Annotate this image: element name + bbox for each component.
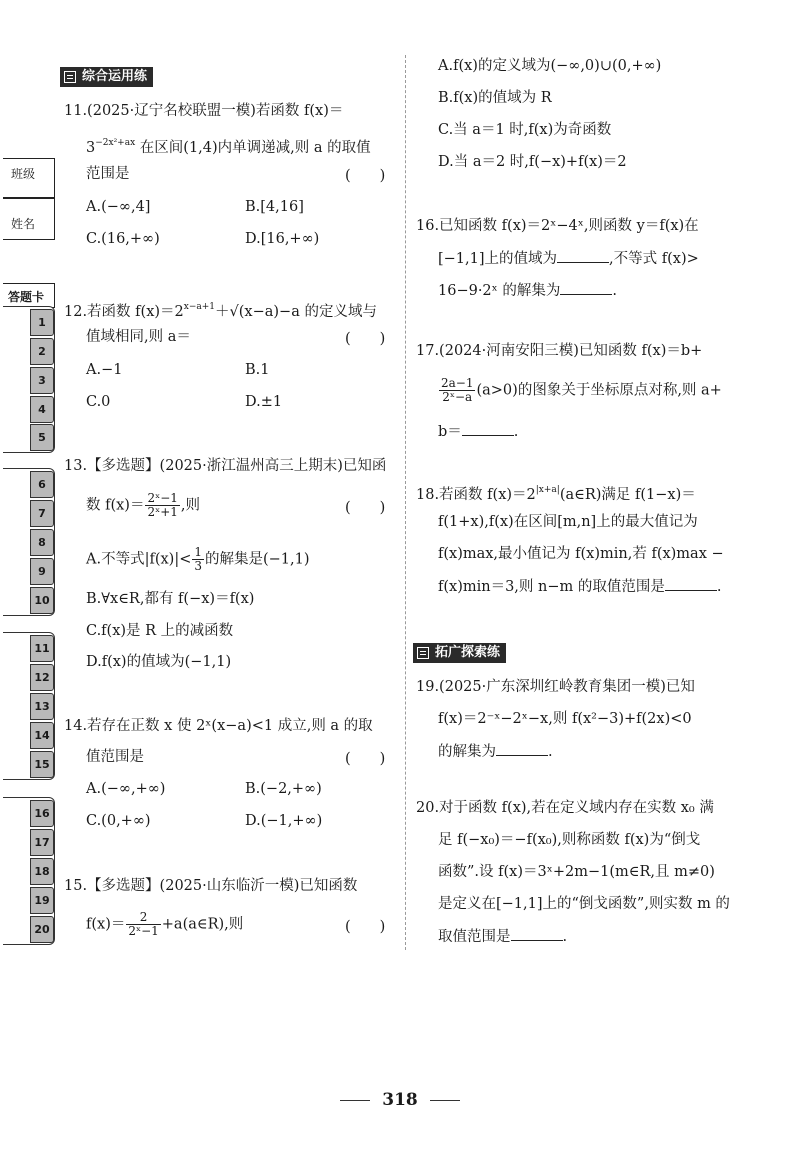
q14-option-d[interactable]: D.(−1,+∞) [245,813,323,829]
section-header-comprehensive [60,67,153,87]
q17-blank[interactable] [462,421,514,436]
page-number-dash-right [430,1100,460,1101]
q13-option-a-text: A.不等式|f(x)|< [86,551,192,568]
q13-answer-paren[interactable]: ( ) [345,500,386,516]
q15-option-c[interactable]: C.当 a＝1 时,f(x)为奇函数 [438,122,612,138]
q16-line3-text: 16−9·2ˣ 的解集为 [438,283,561,299]
q17-line1: 17.(2024·河南安阳三模)已知函数 f(x)＝b+ [416,343,703,359]
q12-option-a[interactable]: A.−1 [86,362,123,378]
q16-blank-2[interactable] [560,280,612,295]
q11-line3: 范围是 [86,166,130,182]
q16-line3 [438,280,617,301]
q18-line4-text: f(x)min＝3,则 n−m 的取值范围是 [438,579,665,595]
q13-line2 [86,492,200,519]
q11-line2-text: 在区间(1,4)内单调递减,则 a 的取值 [135,140,371,156]
answer-tab-3[interactable]: 3 [30,367,54,394]
q17-line3-rest: . [513,424,519,440]
q13-line2-text: 数 f(x)＝ [86,497,145,514]
q16-line2-rest: ,不等式 f(x)> [609,251,699,267]
q16-line1: 16.已知函数 f(x)＝2ˣ−4ˣ,则函数 y＝f(x)在 [416,218,699,234]
q11-line1: 11.(2025·辽宁名校联盟一模)若函数 f(x)＝ [64,103,344,119]
q19-line3-text: 的解集为 [438,744,496,760]
answer-card-label-box [3,283,55,308]
q18-line4 [438,576,721,597]
q15-fraction-numerator: 2 [126,911,160,925]
q12-option-c[interactable]: C.0 [86,394,111,410]
q13-option-a-rest: 的解集是(−1,1) [205,551,310,568]
q11-option-a[interactable]: A.(−∞,4] [86,199,151,215]
q12-answer-paren[interactable]: ( ) [345,331,386,347]
answer-tab-7[interactable]: 7 [30,500,54,527]
q13-option-a-fraction [192,546,204,573]
q15-option-a[interactable]: A.f(x)的定义域为(−∞,0)∪(0,+∞) [438,58,662,74]
section-header-expand [413,643,506,663]
q19-line1: 19.(2025·广东深圳红岭教育集团一模)已知 [416,679,695,695]
q12-option-b[interactable]: B.1 [245,362,270,378]
q19-line2: f(x)＝2⁻ˣ−2ˣ−x,则 f(x²−3)+f(2x)<0 [438,711,692,727]
q11-option-b[interactable]: B.[4,16] [245,199,304,215]
q15-line2-text: f(x)＝ [86,916,126,933]
class-label-box [3,158,55,198]
q17-line3 [438,421,518,442]
page-number-dash-left [340,1100,370,1101]
q13-line1: 13.【多选题】(2025·浙江温州高三上期末)已知函 [64,458,387,474]
q14-option-a[interactable]: A.(−∞,+∞) [86,781,166,797]
answer-tab-10[interactable]: 10 [30,587,54,614]
answer-tab-5[interactable]: 5 [30,424,54,451]
answer-tab-6[interactable]: 6 [30,471,54,498]
answer-tab-11[interactable]: 11 [30,635,54,662]
q16-line2-text: [−1,1]上的值域为 [438,251,558,267]
q13-line2-rest: ,则 [180,497,200,514]
q13-option-b[interactable]: B.∀x∈R,都有 f(−x)＝f(x) [86,591,255,607]
page-number-value: 318 [382,1090,418,1110]
q20-blank[interactable] [511,926,563,941]
q12-line1 [64,297,377,322]
answer-tab-9[interactable]: 9 [30,558,54,585]
answer-tab-14[interactable]: 14 [30,722,54,749]
q18-line1 [416,480,696,505]
notebook-icon [64,71,76,83]
q11-line2 [86,133,371,158]
q15-fraction [126,911,160,938]
q18-line1-rest: (a∈R)满足 f(1−x)＝ [559,487,696,503]
q16-line3-rest: . [612,283,618,299]
q17-fraction [439,377,475,404]
q14-answer-paren[interactable]: ( ) [345,751,386,767]
q11-option-c[interactable]: C.(16,+∞) [86,231,160,247]
q13-option-a[interactable] [86,546,310,573]
q20-line5-rest: . [562,929,568,945]
q13-option-a-denominator: 3 [194,559,202,573]
section-title: 拓广探索练 [435,645,501,660]
q15-answer-paren[interactable]: ( ) [345,919,386,935]
answer-tab-17[interactable]: 17 [30,829,54,856]
q16-blank-1[interactable] [557,248,609,263]
q18-line2: f(1+x),f(x)在区间[m,n]上的最大值记为 [438,514,698,530]
answer-tab-16[interactable]: 16 [30,800,54,827]
q20-line5 [438,926,567,947]
q15-line2-rest: +a(a∈R),则 [161,916,244,933]
q20-line1: 20.对于函数 f(x),若在定义域内存在实数 x₀ 满 [416,800,714,816]
q17-line2-text: (a>0)的图象关于坐标原点对称,则 a+ [476,382,722,399]
q18-line1-text: 18.若函数 f(x)＝2 [416,487,536,503]
q12-line1-text: 12.若函数 f(x)＝2 [64,304,184,320]
answer-tab-20[interactable]: 20 [30,916,54,943]
q20-line5-text: 取值范围是 [438,929,511,945]
answer-tab-18[interactable]: 18 [30,858,54,885]
q15-line2 [86,911,243,938]
q17-line2 [438,377,722,404]
q14-option-b[interactable]: B.(−2,+∞) [245,781,322,797]
q18-blank[interactable] [665,576,717,591]
q15-option-d[interactable]: D.当 a＝2 时,f(−x)+f(x)＝2 [438,154,627,170]
name-label: 姓名 [11,217,36,231]
answer-tab-12[interactable]: 12 [30,664,54,691]
q18-line3: f(x)max,最小值记为 f(x)min,若 f(x)max − [438,546,724,562]
q17-line3-text: b＝ [438,424,462,440]
q19-line3-rest: . [548,744,553,760]
q13-fraction-numerator: 2ˣ−1 [147,491,178,505]
q11-answer-paren[interactable]: ( ) [345,168,386,184]
q15-fraction-denominator: 2ˣ−1 [128,924,159,938]
q18-exponent: |x+a| [535,485,560,495]
q18-line4-rest: . [716,579,722,595]
answer-tab-4[interactable]: 4 [30,396,54,423]
answer-tab-15[interactable]: 15 [30,751,54,778]
q13-option-c[interactable]: C.f(x)是 R 上的减函数 [86,623,234,639]
section-title: 综合运用练 [82,69,148,84]
column-divider [405,55,406,950]
q11-base: 3 [86,140,96,156]
q14-option-c[interactable]: C.(0,+∞) [86,813,151,829]
q20-line3: 函数”.设 f(x)＝3ˣ+2m−1(m∈R,且 m≠0) [438,864,715,880]
q19-blank[interactable] [496,741,548,756]
q13-fraction [145,492,179,519]
q17-fraction-denominator: 2ˣ−a [442,390,473,404]
q20-line4: 是定义在[−1,1]上的“倒戈函数”,则实数 m 的 [438,896,730,912]
q12-line2: 值域相同,则 a＝ [86,329,191,345]
q16-line2 [438,248,699,269]
q11-exponent: −2x²+ax [95,138,136,148]
answer-tab-13[interactable]: 13 [30,693,54,720]
answer-tab-19[interactable]: 19 [30,887,54,914]
q13-option-a-numerator: 1 [194,545,202,559]
q15-line1: 15.【多选题】(2025·山东临沂一模)已知函数 [64,878,358,894]
q11-option-d[interactable]: D.[16,+∞) [245,231,320,247]
q12-option-d[interactable]: D.±1 [245,394,283,410]
q13-fraction-denominator: 2ˣ+1 [147,505,178,519]
q13-option-d[interactable]: D.f(x)的值域为(−1,1) [86,654,232,670]
name-label-box [3,198,55,240]
answer-tab-1[interactable]: 1 [30,309,54,336]
answer-card-label: 答题卡 [8,290,45,304]
q12-line1-rest: ＋√(x−a)−a 的定义域与 [215,304,377,320]
notebook-icon [417,647,429,659]
q14-line1: 14.若存在正数 x 使 2ˣ(x−a)<1 成立,则 a 的取 [64,718,373,734]
answer-tab-2[interactable]: 2 [30,338,54,365]
q14-line2: 值范围是 [86,749,144,765]
page-number [0,1090,800,1110]
q19-line3 [438,741,553,762]
class-label: 班级 [11,167,36,181]
q15-option-b[interactable]: B.f(x)的值域为 R [438,90,552,106]
q20-line2: 足 f(−x₀)＝−f(x₀),则称函数 f(x)为“倒戈 [438,832,701,848]
q17-fraction-numerator: 2a−1 [441,376,474,390]
answer-tab-8[interactable]: 8 [30,529,54,556]
q12-exponent: x−a+1 [183,302,216,312]
